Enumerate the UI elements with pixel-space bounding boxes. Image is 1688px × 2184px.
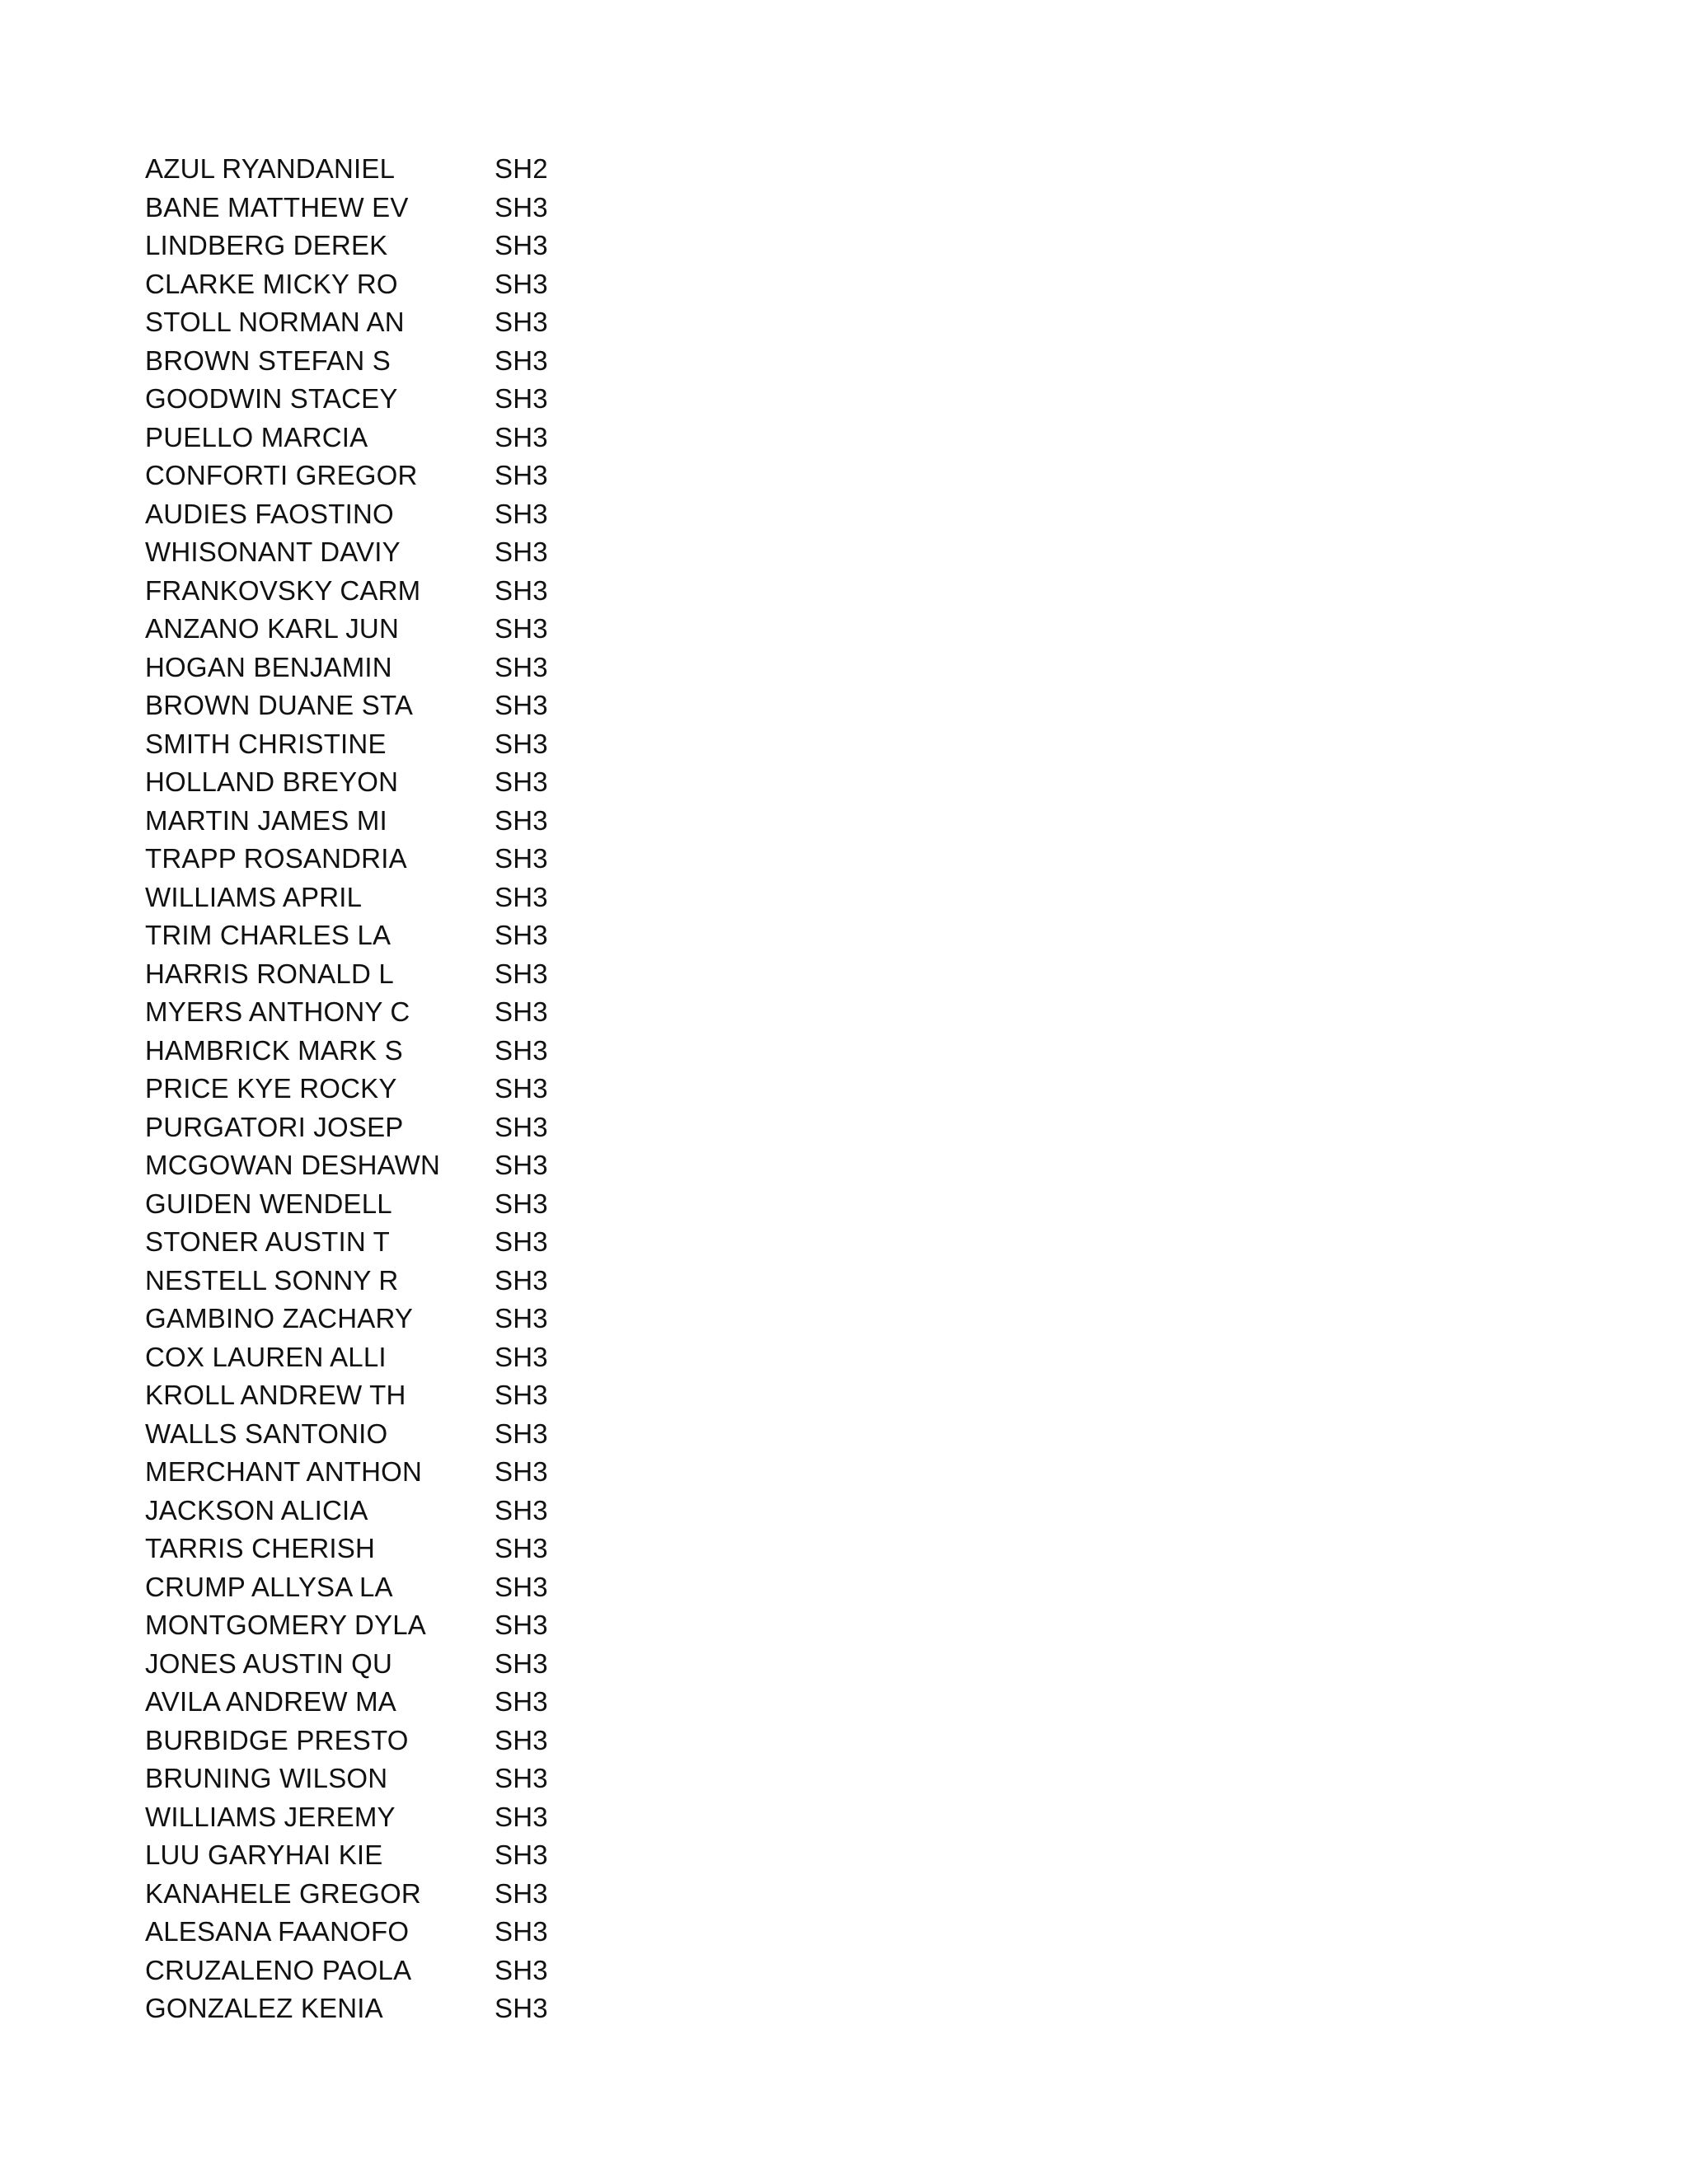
code-value: SH3 xyxy=(495,1877,548,1909)
code-value: SH3 xyxy=(495,690,548,720)
person-name: COX LAUREN ALLI xyxy=(145,1341,387,1372)
list-item xyxy=(145,572,640,611)
person-name: FRANKOVSKY CARM xyxy=(145,574,421,606)
list-item xyxy=(145,1185,640,1224)
person-name: SMITH CHRISTINE xyxy=(145,728,387,759)
list-item xyxy=(145,150,640,189)
code-value: SH3 xyxy=(495,1264,548,1296)
person-name: MYERS ANTHONY C xyxy=(145,996,410,1027)
person-name: AUDIES FAOSTINO xyxy=(145,498,394,529)
list-item xyxy=(145,1568,640,1607)
person-name: MARTIN JAMES MI xyxy=(145,804,387,836)
person-name: KROLL ANDREW TH xyxy=(145,1380,406,1410)
code-value: SH3 xyxy=(495,498,548,529)
code-value: SH3 xyxy=(495,1111,548,1142)
code-value: SH3 xyxy=(495,1916,548,1947)
person-name: TRAPP ROSANDRIA xyxy=(145,843,407,874)
list-item xyxy=(145,1300,640,1338)
person-name: NESTELL SONNY R xyxy=(145,1264,399,1296)
person-name: WILLIAMS JEREMY xyxy=(145,1801,396,1832)
code-value: SH3 xyxy=(495,1188,548,1219)
person-name: PURGATORI JOSEP xyxy=(145,1111,404,1142)
list-item xyxy=(145,1415,640,1454)
code-value: SH3 xyxy=(495,1418,548,1449)
person-name: BROWN DUANE STA xyxy=(145,690,414,720)
person-name: HARRIS RONALD L xyxy=(145,958,394,989)
person-name: BROWN STEFAN S xyxy=(145,344,391,376)
code-value: SH3 xyxy=(495,383,548,414)
list-item xyxy=(145,1070,640,1108)
code-value: SH3 xyxy=(495,421,548,452)
code-value: SH2 xyxy=(495,153,548,184)
person-name: LUU GARYHAI KIE xyxy=(145,1840,383,1870)
list-item xyxy=(145,610,640,649)
person-name: JONES AUSTIN QU xyxy=(145,1647,393,1679)
person-name: STONER AUSTIN T xyxy=(145,1226,391,1257)
person-name: GUIDEN WENDELL xyxy=(145,1188,392,1219)
person-name: GOODWIN STACEY xyxy=(145,383,398,414)
code-value: SH3 xyxy=(495,1456,548,1487)
code-value: SH3 xyxy=(495,230,548,260)
person-name: AVILA ANDREW MA xyxy=(145,1686,396,1717)
person-name: BANE MATTHEW EV xyxy=(145,191,409,223)
person-name: ALESANA FAANOFO xyxy=(145,1916,410,1947)
person-name: CLARKE MICKY RO xyxy=(145,268,398,299)
person-name: ANZANO KARL JUN xyxy=(145,613,399,644)
list-item xyxy=(145,1606,640,1645)
code-value: SH3 xyxy=(495,1993,548,2023)
list-item xyxy=(145,303,640,342)
list-item xyxy=(145,419,640,457)
list-item xyxy=(145,342,640,381)
person-name: CRUMP ALLYSA LA xyxy=(145,1571,393,1602)
code-value: SH3 xyxy=(495,881,548,912)
person-name: TRIM CHARLES LA xyxy=(145,920,392,950)
code-value: SH3 xyxy=(495,1686,548,1717)
person-name: PRICE KYE ROCKY xyxy=(145,1073,397,1104)
list-item xyxy=(145,1913,640,1952)
code-value: SH3 xyxy=(495,613,548,644)
code-value: SH3 xyxy=(495,1341,548,1372)
list-item xyxy=(145,533,640,572)
person-name: HAMBRICK MARK S xyxy=(145,1034,403,1066)
code-value: SH3 xyxy=(495,1647,548,1679)
person-name: LINDBERG DEREK xyxy=(145,230,388,260)
list-item xyxy=(145,649,640,687)
list-item xyxy=(145,1530,640,1568)
list-item xyxy=(145,840,640,879)
list-item xyxy=(145,1376,640,1415)
list-item xyxy=(145,1875,640,1914)
person-name: HOLLAND BREYON xyxy=(145,766,399,797)
code-value: SH3 xyxy=(495,1034,548,1066)
list-item xyxy=(145,1492,640,1530)
list-item xyxy=(145,1990,640,2028)
name-code-list xyxy=(145,150,640,2028)
list-item xyxy=(145,1223,640,1262)
code-value: SH3 xyxy=(495,537,548,567)
code-value: SH3 xyxy=(495,1801,548,1832)
person-name: PUELLO MARCIA xyxy=(145,421,368,452)
person-name: STOLL NORMAN AN xyxy=(145,307,405,337)
code-value: SH3 xyxy=(495,574,548,606)
code-value: SH3 xyxy=(495,191,548,223)
list-item xyxy=(145,1952,640,1990)
code-value: SH3 xyxy=(495,996,548,1027)
list-item xyxy=(145,802,640,841)
person-name: WALLS SANTONIO xyxy=(145,1418,388,1449)
code-value: SH3 xyxy=(495,1150,548,1180)
code-value: SH3 xyxy=(495,843,548,874)
list-item xyxy=(145,495,640,534)
list-item xyxy=(145,955,640,994)
list-item xyxy=(145,1453,640,1492)
list-item xyxy=(145,763,640,802)
code-value: SH3 xyxy=(495,1724,548,1755)
list-item xyxy=(145,265,640,304)
list-item xyxy=(145,227,640,265)
person-name: JACKSON ALICIA xyxy=(145,1494,368,1526)
person-name: GAMBINO ZACHARY xyxy=(145,1303,414,1333)
list-item xyxy=(145,1722,640,1760)
list-item xyxy=(145,1108,640,1147)
list-item xyxy=(145,1032,640,1071)
list-item xyxy=(145,1683,640,1722)
list-item xyxy=(145,916,640,955)
code-value: SH3 xyxy=(495,460,548,490)
code-value: SH3 xyxy=(495,307,548,337)
list-item xyxy=(145,1645,640,1684)
list-item xyxy=(145,993,640,1032)
code-value: SH3 xyxy=(495,268,548,299)
list-item xyxy=(145,1338,640,1377)
code-value: SH3 xyxy=(495,1380,548,1410)
person-name: KANAHELE GREGOR xyxy=(145,1877,421,1909)
code-value: SH3 xyxy=(495,804,548,836)
person-name: CONFORTI GREGOR xyxy=(145,460,418,490)
list-item xyxy=(145,725,640,764)
code-value: SH3 xyxy=(495,1571,548,1602)
person-name: MCGOWAN DESHAWN xyxy=(145,1150,441,1180)
person-name: WHISONANT DAVIY xyxy=(145,537,401,567)
list-item xyxy=(145,687,640,725)
code-value: SH3 xyxy=(495,1494,548,1526)
person-name: MONTGOMERY DYLA xyxy=(145,1610,427,1640)
person-name: HOGAN BENJAMIN xyxy=(145,651,392,682)
code-value: SH3 xyxy=(495,1610,548,1640)
code-value: SH3 xyxy=(495,1763,548,1793)
code-value: SH3 xyxy=(495,1954,548,1985)
code-value: SH3 xyxy=(495,1073,548,1104)
list-item xyxy=(145,380,640,419)
list-item xyxy=(145,1146,640,1185)
person-name: GONZALEZ KENIA xyxy=(145,1993,383,2023)
list-item xyxy=(145,189,640,227)
code-value: SH3 xyxy=(495,1533,548,1563)
list-item xyxy=(145,1836,640,1875)
list-item xyxy=(145,1798,640,1837)
person-name: AZUL RYANDANIEL xyxy=(145,153,396,184)
person-name: CRUZALENO PAOLA xyxy=(145,1954,412,1985)
person-name: BRUNING WILSON xyxy=(145,1763,388,1793)
code-value: SH3 xyxy=(495,344,548,376)
person-name: WILLIAMS APRIL xyxy=(145,881,363,912)
list-item xyxy=(145,1760,640,1798)
code-value: SH3 xyxy=(495,958,548,989)
code-value: SH3 xyxy=(495,920,548,950)
list-item xyxy=(145,457,640,495)
person-name: BURBIDGE PRESTO xyxy=(145,1724,409,1755)
person-name: TARRIS CHERISH xyxy=(145,1533,376,1563)
list-item xyxy=(145,879,640,917)
code-value: SH3 xyxy=(495,1303,548,1333)
person-name: MERCHANT ANTHON xyxy=(145,1456,423,1487)
list-item xyxy=(145,1262,640,1301)
code-value: SH3 xyxy=(495,1226,548,1257)
code-value: SH3 xyxy=(495,1840,548,1870)
code-value: SH3 xyxy=(495,651,548,682)
code-value: SH3 xyxy=(495,728,548,759)
code-value: SH3 xyxy=(495,766,548,797)
